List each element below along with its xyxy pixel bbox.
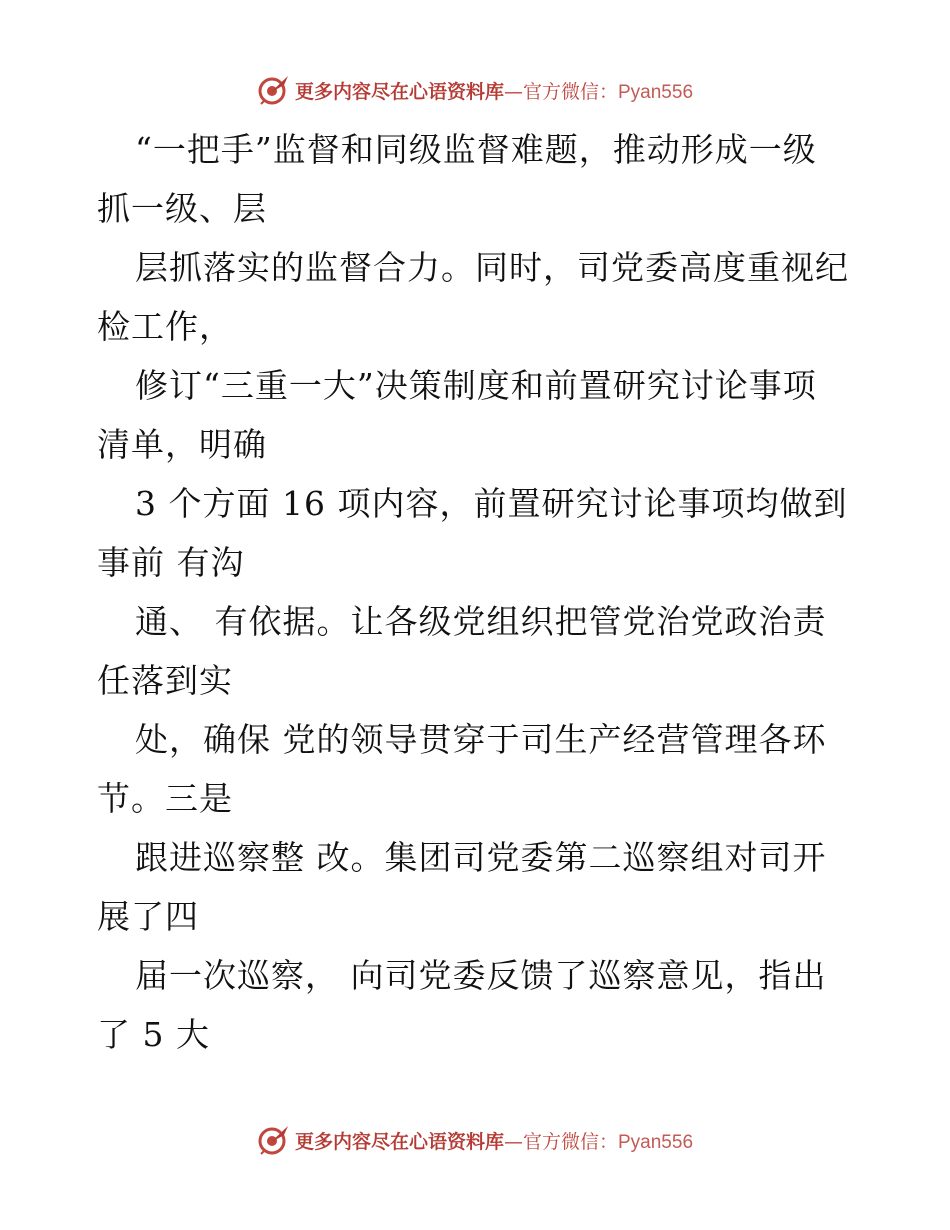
text-line: 处，确保 党的领导贯穿于司生产经营管理各环 xyxy=(135,720,827,759)
quill-logo-icon xyxy=(257,1123,291,1157)
text-line: 展了四 xyxy=(97,897,199,936)
header-watermark-text xyxy=(295,77,693,104)
footer-wechat-label: 官方微信： xyxy=(522,1130,618,1153)
text-line: 事前 有沟 xyxy=(97,543,245,582)
quill-logo-icon xyxy=(257,73,291,107)
header-wechat-label: 官方微信： xyxy=(522,80,618,103)
text-line: 3 个方面 16 项内容，前置研究讨论事项均做到 xyxy=(135,484,848,523)
text-line: 检工作， xyxy=(97,307,233,346)
header-wechat-handle: Pyan556 xyxy=(618,81,694,103)
footer-watermark xyxy=(0,1120,950,1160)
text-line: 抓一级、层 xyxy=(97,189,267,228)
text-line: 任落到实 xyxy=(97,661,233,700)
footer-site-name: 更多内容尽在心语资料库 xyxy=(294,1130,504,1153)
footer-watermark-text xyxy=(295,1127,693,1154)
footer-separator: — xyxy=(503,1130,523,1153)
text-line: 节。三是 xyxy=(97,779,233,818)
header-site-name: 更多内容尽在心语资料库 xyxy=(294,80,504,103)
text-line: 通、 有依据。让各级党组织把管党治党政治责 xyxy=(135,602,827,641)
text-line: “一把手”监督和同级监督难题，推动形成一级 xyxy=(135,130,817,169)
header-watermark xyxy=(0,70,950,110)
text-line: 清单，明确 xyxy=(97,425,267,464)
text-line: 修订“三重一大”决策制度和前置研究讨论事项 xyxy=(135,366,817,405)
text-line: 跟进巡察整 改。集团司党委第二巡察组对司开 xyxy=(135,838,827,877)
document-body xyxy=(97,120,857,1064)
text-line: 了 5 大 xyxy=(97,1015,210,1054)
header-separator: — xyxy=(503,80,523,103)
footer-wechat-handle: Pyan556 xyxy=(618,1131,694,1153)
text-line: 届一次巡察， 向司党委反馈了巡察意见，指出 xyxy=(135,956,827,995)
text-line: 层抓落实的监督合力。同时，司党委高度重视纪 xyxy=(135,248,849,287)
